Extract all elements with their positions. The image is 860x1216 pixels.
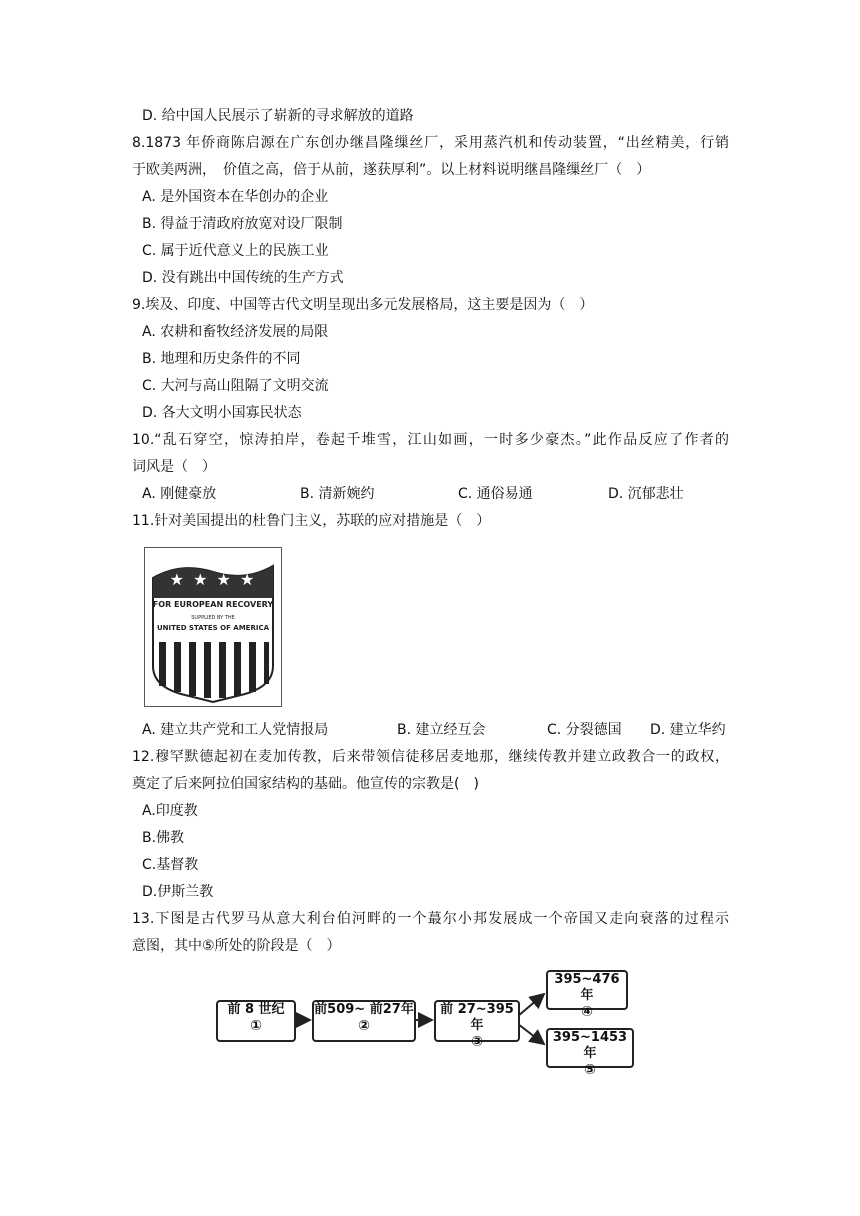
q8-stem-line2: 于欧美两洲， 价值之高，倍于从前，遂获厚利”。以上材料说明继昌隆缫丝厂（ ）: [132, 162, 651, 178]
timeline-box-2: 前509~ 前27年 ②: [312, 1000, 416, 1042]
q10-option-c: C. 通俗易通: [458, 486, 533, 502]
q9-option-d: D. 各大文明小国寡民状态: [142, 405, 302, 421]
q7-option-d: D. 给中国人民展示了崭新的寻求解放的道路: [142, 108, 414, 124]
q9-option-b: B. 地理和历史条件的不同: [142, 351, 301, 367]
q9-stem: 9.埃及、印度、中国等古代文明呈现出多元发展格局，这主要是因为（ ）: [132, 297, 594, 313]
q10-stem-line1: 10.“乱石穿空，惊涛拍岸，卷起千堆雪，江山如画，一时多少豪杰。”此作品反应了作者的: [132, 432, 729, 448]
emblem-stars: ★ ★ ★ ★: [169, 570, 257, 589]
q12-option-b: B.佛教: [142, 830, 185, 846]
q8-option-c: C. 属于近代意义上的民族工业: [142, 243, 329, 259]
q8-stem-line1: 8.1873 年侨商陈启源在广东创办继昌隆缫丝厂，采用蒸汽机和传动装置，“出丝精美，行销: [132, 135, 729, 151]
q11-option-d: D. 建立华约: [650, 722, 726, 738]
q10-stem-line2: 词风是（ ）: [132, 459, 216, 475]
q11-option-b: B. 建立经互会: [397, 722, 486, 738]
q12-option-a: A.印度教: [142, 803, 198, 819]
q13-stem-line1: 13.下图是古代罗马从意大利台伯河畔的一个蕞尔小邦发展成一个帝国又走向衰落的过程示: [132, 911, 729, 927]
q10-option-b: B. 清新婉约: [300, 486, 375, 502]
emblem-text-line1: FOR EUROPEAN RECOVERY: [152, 600, 274, 609]
q11-option-a: A. 建立共产党和工人党情报局: [142, 722, 329, 738]
q8-option-d: D. 没有跳出中国传统的生产方式: [142, 270, 344, 286]
rome-timeline-diagram: [210, 968, 640, 1078]
q11-stem: 11.针对美国提出的杜鲁门主义，苏联的应对措施是（ ）: [132, 513, 491, 529]
emblem-text-line2: SUPPLIED BY THE: [191, 615, 235, 621]
timeline-box-4: 395~476年 ④: [546, 970, 628, 1010]
q12-stem-line1: 12.穆罕默德起初在麦加传教，后来带领信徒移居麦地那，继续传教并建立政教合一的政权，: [132, 749, 729, 765]
q12-option-c: C.基督教: [142, 857, 199, 873]
q12-option-d: D.伊斯兰教: [142, 884, 214, 900]
q12-stem-line2: 奠定了后来阿拉伯国家结构的基础。他宣传的宗教是( ): [132, 776, 479, 792]
q10-option-a: A. 刚健豪放: [142, 486, 217, 502]
emblem-text-line3: UNITED STATES OF AMERICA: [156, 624, 270, 632]
q13-stem-line2: 意图，其中⑤所处的阶段是（ ）: [132, 938, 341, 954]
q9-option-c: C. 大河与高山阻隔了文明交流: [142, 378, 329, 394]
q8-option-b: B. 得益于清政府放宽对设厂限制: [142, 216, 343, 232]
timeline-box-3: 前 27~395年 ③: [434, 1000, 520, 1042]
timeline-box-5: 395~1453年 ⑤: [546, 1028, 634, 1068]
q8-option-a: A. 是外国资本在华创办的企业: [142, 189, 329, 205]
timeline-box-1: 前 8 世纪 ①: [216, 1000, 296, 1042]
marshall-plan-emblem-image: [144, 547, 282, 707]
q10-option-d: D. 沉郁悲壮: [608, 486, 684, 502]
q9-option-a: A. 农耕和畜牧经济发展的局限: [142, 324, 329, 340]
q11-option-c: C. 分裂德国: [547, 722, 622, 738]
